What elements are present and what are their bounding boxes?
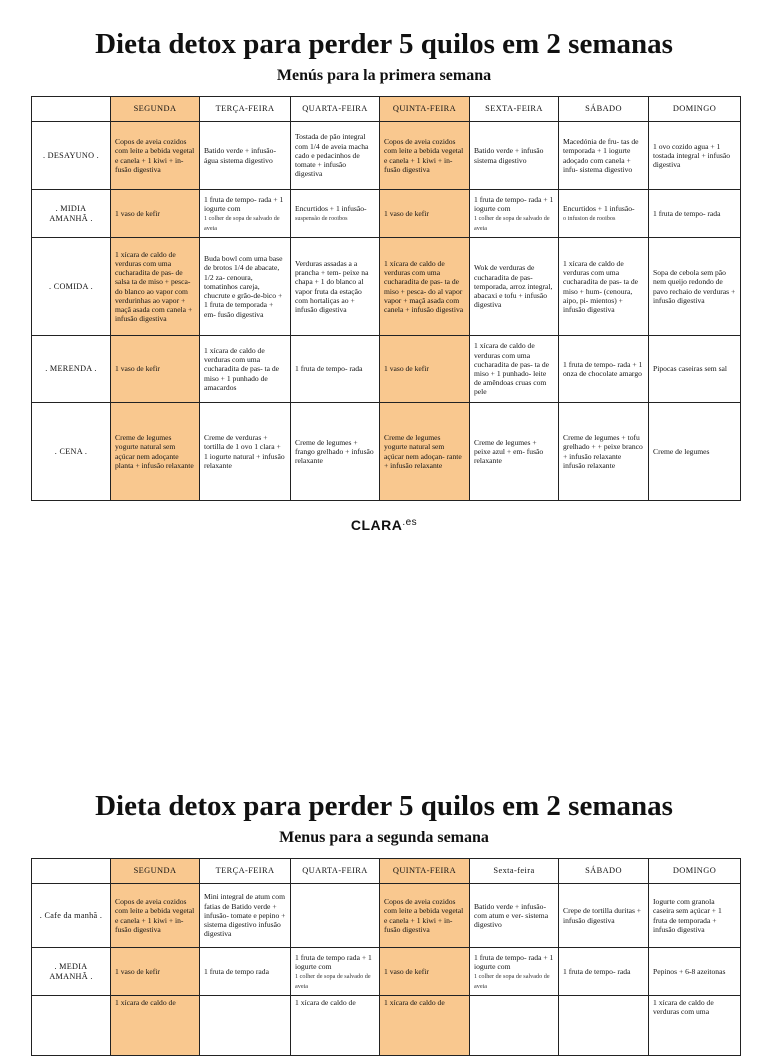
menu-cell: 1 vaso de kefir <box>380 336 470 403</box>
menu-cell <box>200 948 291 996</box>
menu-note: suspensão de rooibos <box>295 215 348 223</box>
menu-text: 1 fruta de tempo- rada + 1 iogurte com <box>474 952 554 971</box>
menu-cell: 1 xícara de caldo de <box>380 996 470 1056</box>
menu-cell: Batido verde + infusão sistema digestivo <box>470 122 559 190</box>
menu-cell: 1 ovo cozido agua + 1 tostada integral + infusão digestiva <box>649 122 741 190</box>
week1-section <box>0 0 768 470</box>
menu-cell <box>291 884 380 948</box>
table-row <box>32 884 741 948</box>
meal-label: . MEDIA AMANHÃ . <box>32 948 111 996</box>
table-header-row <box>32 859 741 884</box>
page-title: Dieta detox para perder 5 quilos em 2 semanas <box>95 790 673 822</box>
day-header: TERÇA-FEIRA <box>200 859 291 884</box>
menu-text: 1 fruta de tempo rada <box>204 966 269 976</box>
day-header: SEXTA-FEIRA <box>470 97 559 122</box>
menu-cell: 1 fruta de tempo- rada <box>291 336 380 403</box>
day-header: SEGUNDA <box>111 97 200 122</box>
menu-text: 1 vaso de kefir <box>115 208 160 218</box>
menu-cell: Creme de legumes + peixe azul + em- fusão relaxante <box>470 403 559 501</box>
menu-text: Pepinos + 6-8 azeitonas <box>653 966 726 976</box>
menu-cell: Creme de legumes yogurte natural sem açúcar nem adoçante planta + infusão relaxante <box>111 403 200 501</box>
day-header: QUINTA-FEIRA <box>380 97 470 122</box>
menu-note: 1 colher de sopa de salvado de aveia <box>474 973 550 990</box>
page-subtitle: Menus para a segunda semana <box>279 829 489 846</box>
week1-menu-table <box>31 96 741 501</box>
menu-cell <box>470 190 559 238</box>
menu-note: 1 colher de sopa de salvado de aveia <box>295 973 371 990</box>
menu-cell <box>649 948 741 996</box>
day-header: SÁBADO <box>559 97 649 122</box>
menu-cell: Verduras assadas a a prancha + tem- peixe na chapa + 1 do blanco al vapor fruta da estação com hortaliças ao + infusão digestiva <box>291 238 380 336</box>
menu-cell: Copos de aveia cozidos com leite a bebida vegetal e canela + 1 kiwi + in- fusão digestiva <box>111 884 200 948</box>
menu-text: 1 vaso de kefir <box>115 966 160 976</box>
menu-text: 1 fruta de tempo rada + 1 iogurte com <box>295 952 372 971</box>
meal-label <box>32 996 111 1056</box>
menu-cell: Tostada de pão integral com 1/4 de aveia macha cado e pedacinhos de tomate + infusão digestiva <box>291 122 380 190</box>
menu-cell: Copos de aveia cozidos com leite a bebida vegetal e canela + 1 kiwi + in- fusão digestiva <box>380 884 470 948</box>
day-header: QUARTA-FEIRA <box>291 859 380 884</box>
menu-text: 1 fruta de tempo- rada + 1 iogurte com <box>204 194 284 213</box>
day-header: Sexta-feira <box>470 859 559 884</box>
menu-cell: Creme de legumes + frango grelhado + infusão relaxante <box>291 403 380 501</box>
menu-cell: Batido verde + infusão- com atum e ver- sistema digestivo <box>470 884 559 948</box>
menu-cell: Copos de aveia cozidos com leite a bebida vegetal e canela + 1 kiwi + in- fusão digestiva <box>111 122 200 190</box>
menu-cell: Buda bowl com uma base de brotos 1/4 de abacate, 1/2 za- cenoura, tomatinhos careja, chucrute e grão-de-bico + 1 fruta de temporada + em- fusão digestiva <box>200 238 291 336</box>
day-header: QUARTA-FEIRA <box>291 97 380 122</box>
menu-cell <box>291 190 380 238</box>
table-row <box>32 948 741 996</box>
meal-label: . MIDIA AMANHÃ . <box>32 190 111 238</box>
menu-note: o infusion de rooibos <box>563 215 616 223</box>
day-header: DOMINGO <box>649 859 741 884</box>
meal-label: . Cafe da manhã . <box>32 884 111 948</box>
menu-cell <box>111 948 200 996</box>
corner-cell <box>32 859 111 884</box>
menu-cell: Iogurte com granola caseira sem açúcar + 1 fruta de temporada + infusão digestiva <box>649 884 741 948</box>
menu-text: 1 fruta de tempo- rada + 1 iogurte com <box>474 194 554 213</box>
menu-cell: Mini integral de atum com fatias de Batido verde + infusão- tomate e pepino + sistema digestivo infusão digestiva <box>200 884 291 948</box>
menu-cell: Creme de verduras + tortilla de 1 ovo 1 clara + 1 iogurte natural + infusão relaxante <box>200 403 291 501</box>
table-row <box>32 996 741 1056</box>
menu-cell: Sopa de cebola sem pão nem queijo redondo de pavo rechaio de verduras + infusão digestiva <box>649 238 741 336</box>
menu-note: 1 colher de sopa de salvado de aveia <box>474 215 550 232</box>
menu-cell <box>111 190 200 238</box>
menu-text: Encurtidos + 1 infusão- <box>563 204 635 214</box>
meal-label: . COMIDA . <box>32 238 111 336</box>
menu-cell: Pipocas caseiras sem sal <box>649 336 741 403</box>
clara-logo[interactable] <box>0 517 768 533</box>
menu-text: Encurtidos + 1 infusão- <box>295 204 367 214</box>
menu-cell <box>559 948 649 996</box>
menu-cell: Wok de verduras de cucharadita de pas- temporada, arroz integral, abacaxi e tofu + infusão digestiva <box>470 238 559 336</box>
menu-cell: 1 fruta de tempo- rada + 1 onza de chocolate amargo <box>559 336 649 403</box>
menu-cell: 1 xícara de caldo de verduras com uma cucharadita de pas- ta de miso + pesca- do al vapor vapor + maçã asada com canela + infusão digestiva <box>380 238 470 336</box>
menu-cell: 1 vaso de kefir <box>111 336 200 403</box>
menu-cell: 1 xícara de caldo de <box>291 996 380 1056</box>
day-header: DOMINGO <box>649 97 741 122</box>
table-row <box>32 122 741 190</box>
menu-cell: 1 xícara de caldo de verduras com uma cucharadita de pas- ta de miso + hum- (cenoura, aipo, pi- mientos) + infusão digestiva <box>559 238 649 336</box>
logo-brand: CLARA <box>350 517 403 533</box>
page-title: Dieta detox para perder 5 quilos em 2 semanas <box>95 28 673 60</box>
menu-cell <box>380 948 470 996</box>
menu-cell: Copos de aveia cozidos com leite a bebida vegetal e canela + 1 kiwi + in- fusão digestiva <box>380 122 470 190</box>
menu-text: 1 vaso de kefir <box>384 208 429 218</box>
menu-cell: Creme de legumes yogurte natural sem açúcar nem adoçan- rante + infusão relaxante <box>380 403 470 501</box>
menu-cell: Creme de legumes + tofu grelhado + + peixe branco + infusão relaxante infusão relaxante <box>559 403 649 501</box>
menu-cell: Batido verde + infusão- água sistema digestivo <box>200 122 291 190</box>
menu-cell <box>470 948 559 996</box>
menu-cell: 1 xícara de caldo de verduras com uma cucharadita de pas- de salsa ta de miso + pesca- do blanco ao vapor com verdurinhas ao vapor + maçã asada com canela + infusão digestiva <box>111 238 200 336</box>
day-header: SEGUNDA <box>111 859 200 884</box>
menu-cell <box>200 996 291 1056</box>
meal-label: . DESAYUNO . <box>32 122 111 190</box>
table-row <box>32 336 741 403</box>
menu-cell <box>649 190 741 238</box>
meal-label: . CENA . <box>32 403 111 501</box>
day-header: SÁBADO <box>559 859 649 884</box>
menu-cell: Crepe de tortilla duritas + infusão digestiva <box>559 884 649 948</box>
menu-cell <box>470 996 559 1056</box>
menu-text: 1 fruta de tempo- rada <box>653 208 721 218</box>
menu-cell <box>380 190 470 238</box>
menu-cell: Macedónia de fru- tas de temporada + 1 iogurte adoçado com canela + infu- sistema digestivo <box>559 122 649 190</box>
menu-cell: 1 xícara de caldo de verduras com uma cucharadita de pas- ta de miso + 1 punhado de amacardos <box>200 336 291 403</box>
logo-suffix: .es <box>402 517 418 528</box>
table-row <box>32 403 741 501</box>
day-header: TERÇA-FEIRA <box>200 97 291 122</box>
menu-cell <box>200 190 291 238</box>
menu-cell: Creme de legumes <box>649 403 741 501</box>
menu-text: 1 vaso de kefir <box>384 966 429 976</box>
menu-cell: 1 xícara de caldo de verduras com uma cucharadita de pas- ta de miso + 1 punhado- leite de amêndoas cruas com pele <box>470 336 559 403</box>
week2-section <box>0 760 768 1017</box>
page-subtitle: Menús para la primera semana <box>276 67 492 84</box>
menu-text: 1 fruta de tempo- rada <box>563 966 631 976</box>
menu-cell <box>559 190 649 238</box>
week2-menu-table <box>31 858 741 1056</box>
table-row <box>32 190 741 238</box>
corner-cell <box>32 97 111 122</box>
menu-note: 1 colher de sopa de salvado de aveia <box>204 215 280 232</box>
menu-cell <box>291 948 380 996</box>
menu-cell: 1 xícara de caldo de <box>111 996 200 1056</box>
day-header: QUINTA-FEIRA <box>380 859 470 884</box>
menu-cell <box>559 996 649 1056</box>
menu-cell: 1 xícara de caldo de verduras com uma <box>649 996 741 1056</box>
meal-label: . MERENDA . <box>32 336 111 403</box>
table-header-row <box>32 97 741 122</box>
table-row <box>32 238 741 336</box>
